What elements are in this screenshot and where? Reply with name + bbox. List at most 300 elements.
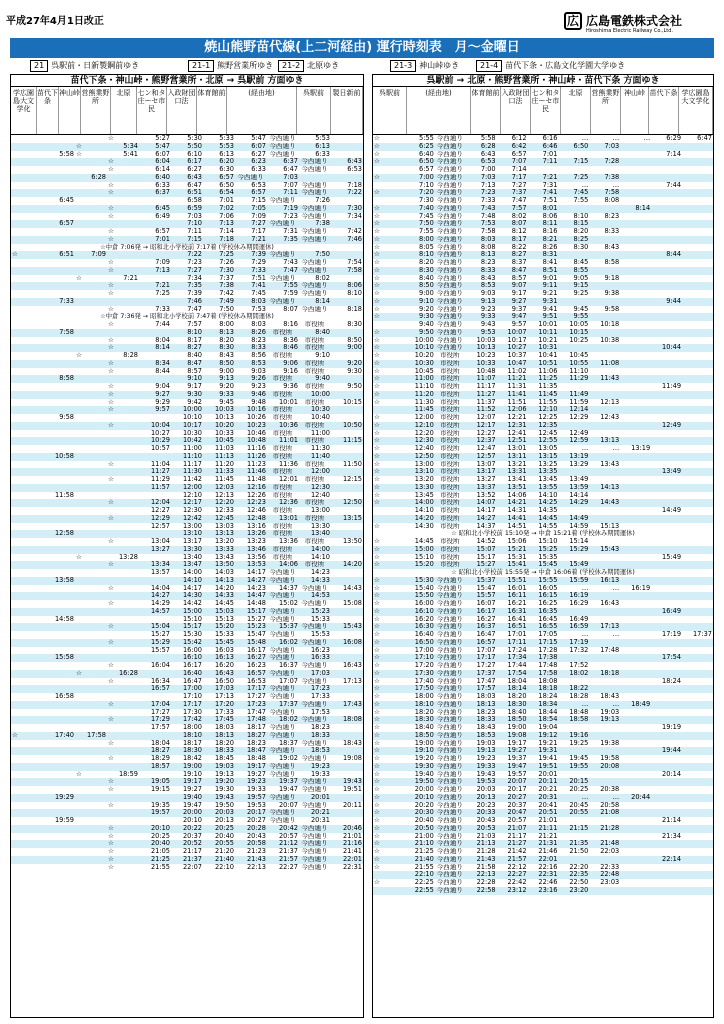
table-cell: 今西通り: [436, 150, 463, 158]
table-cell: [75, 499, 107, 507]
table-cell: [682, 383, 713, 391]
table-cell: 12:48: [246, 514, 266, 522]
table-row: [11, 352, 363, 360]
table-cell: 今西通り: [269, 770, 296, 778]
table-cell: 11:59: [569, 398, 589, 406]
table-row: [11, 724, 363, 732]
table-cell: 12:51: [507, 437, 527, 445]
table-cell: [651, 585, 682, 593]
table-cell: 16:17: [182, 662, 202, 669]
table-cell: 9:55: [573, 313, 589, 321]
table-cell: 17:33: [214, 708, 234, 716]
table-cell: 今西通り: [436, 181, 463, 189]
table-cell: 8:05: [419, 243, 434, 251]
table-cell: [620, 344, 651, 352]
table-cell: 10:05: [569, 321, 589, 328]
table-cell: 21:57: [507, 855, 527, 863]
table-cell: [11, 592, 43, 600]
table-cell: 13:16: [246, 522, 266, 530]
table-row: [373, 135, 713, 143]
table-row: [11, 445, 363, 453]
table-cell: [620, 685, 651, 693]
timetable-body: [11, 135, 363, 1017]
table-cell: 19:59: [54, 817, 74, 824]
table-cell: [43, 840, 75, 848]
table-cell: ☆: [108, 786, 114, 793]
table-cell: 21:03: [476, 832, 496, 840]
table-cell: 18:27: [246, 731, 266, 739]
table-cell: 13:10: [414, 468, 434, 476]
table-cell: ☆: [374, 817, 380, 824]
table-cell: [107, 523, 139, 531]
table-cell: [682, 755, 713, 763]
table-cell: ☆: [108, 848, 114, 855]
table-cell: [682, 848, 713, 856]
table-cell: [620, 484, 651, 492]
table-cell: 6:12: [511, 135, 527, 142]
table-cell: 7:17: [511, 173, 527, 181]
table-cell: [11, 585, 43, 593]
table-cell: 17:07: [476, 646, 496, 654]
table-row: [11, 422, 363, 430]
table-cell: [682, 306, 713, 314]
table-cell: 14:00: [182, 569, 202, 576]
table-cell: 今西通り: [269, 142, 296, 150]
table-cell: [651, 693, 682, 701]
table-cell: 5:53: [315, 135, 330, 142]
table-cell: 市役所: [439, 538, 460, 545]
table-cell: [620, 437, 651, 445]
table-cell: ☆: [374, 762, 380, 770]
table-cell: 15:43: [342, 623, 362, 631]
table-cell: [651, 414, 682, 422]
table-cell: 17:43: [342, 700, 362, 708]
table-cell: 市役所: [439, 390, 460, 398]
table-cell: ☆: [374, 274, 380, 282]
table-cell: [107, 220, 139, 228]
table-cell: 14:43: [600, 499, 620, 507]
table-cell: 18:30: [507, 700, 527, 708]
table-cell: 今西通り: [269, 592, 296, 600]
table-cell: [682, 554, 713, 562]
table-cell: [558, 344, 589, 352]
table-cell: [620, 740, 651, 748]
table-row: [373, 499, 713, 507]
table-cell: [11, 329, 43, 337]
table-cell: [682, 298, 713, 306]
table-cell: 19:53: [476, 778, 496, 786]
table-cell: [331, 298, 363, 306]
table-cell: [139, 577, 171, 585]
table-row: [11, 174, 363, 182]
table-row: [373, 197, 713, 205]
table-cell: 9:17: [187, 383, 202, 390]
table-cell: 15:57: [476, 592, 496, 600]
table-cell: [651, 220, 682, 228]
table-cell: 18:24: [662, 677, 682, 685]
table-cell: [682, 251, 713, 259]
table-row: [11, 453, 363, 461]
table-cell: 18:43: [600, 693, 620, 700]
table-cell: [11, 662, 43, 670]
table-cell: 7:15: [573, 158, 589, 166]
table-cell: 22:42: [507, 879, 527, 886]
table-cell: 今西通り: [436, 142, 463, 150]
table-cell: 10:29: [150, 437, 170, 445]
table-row: [373, 422, 713, 430]
table-cell: 15:10: [538, 538, 558, 545]
table-cell: 12:00: [310, 468, 330, 476]
table-cell: 7:47: [283, 266, 298, 274]
table-cell: 20:11: [342, 801, 362, 809]
table-cell: ☆: [374, 840, 380, 848]
table-cell: [651, 174, 682, 182]
table-cell: 7:06: [219, 212, 234, 220]
table-cell: 6:04: [155, 158, 170, 166]
company-logo-icon: 広: [564, 12, 582, 30]
table-cell: [620, 476, 651, 484]
table-cell: 15:30: [182, 631, 202, 638]
table-cell: 21:43: [476, 855, 496, 863]
table-row: [373, 375, 713, 383]
table-row: [11, 143, 363, 151]
table-cell: ☆: [108, 181, 114, 189]
table-cell: [682, 592, 713, 600]
table-cell: …: [612, 445, 620, 452]
table-cell: [331, 670, 363, 678]
table-cell: ☆: [76, 142, 82, 150]
table-cell: 今西通り: [436, 685, 463, 693]
table-cell: [651, 445, 682, 453]
table-cell: 13:17: [476, 468, 496, 476]
table-cell: 9:30: [187, 390, 202, 398]
table-row: [373, 468, 713, 476]
table-cell: 7:38: [315, 220, 330, 228]
table-cell: 19:38: [600, 739, 620, 747]
table-cell: 12:30: [310, 483, 330, 491]
table-cell: 15:13: [600, 522, 620, 530]
table-cell: 6:50: [573, 142, 589, 150]
table-cell: [107, 732, 139, 740]
table-cell: 今西通り: [436, 235, 463, 243]
table-cell: 7:10: [419, 181, 434, 189]
table-cell: ☆: [108, 158, 114, 166]
table-cell: 17:00: [182, 685, 202, 693]
table-cell: [589, 267, 620, 275]
table-cell: [651, 577, 682, 585]
table-cell: ☆: [374, 259, 380, 266]
table-cell: 17:13: [600, 623, 620, 631]
table-cell: [43, 267, 75, 275]
table-cell: 13:29: [569, 460, 589, 468]
table-cell: ☆: [374, 483, 380, 491]
table-cell: [620, 337, 651, 345]
table-cell: 9:03: [480, 290, 496, 297]
table-cell: 15:08: [342, 600, 362, 607]
table-cell: [139, 251, 171, 259]
table-cell: 23:16: [538, 886, 558, 894]
table-cell: [331, 608, 363, 616]
table-cell: 7:15: [251, 197, 266, 204]
table-cell: 14:37: [278, 584, 298, 592]
table-cell: [682, 879, 713, 887]
table-cell: 5:41: [123, 150, 138, 158]
table-cell: 今西通り: [436, 716, 463, 724]
table-cell: 10:45: [569, 352, 589, 359]
table-cell: 7:48: [480, 212, 496, 220]
table-cell: [651, 329, 682, 337]
table-cell: ☆: [374, 638, 380, 646]
table-cell: [75, 848, 107, 856]
table-cell: [11, 530, 43, 538]
table-cell: 9:10: [187, 375, 202, 383]
table-cell: [620, 538, 651, 546]
table-cell: [558, 771, 589, 779]
table-cell: 12:04: [150, 499, 170, 507]
table-cell: 12:50: [414, 452, 434, 460]
table-cell: 16:15: [538, 592, 558, 600]
table-cell: [682, 391, 713, 399]
table-cell: 今西通り: [237, 173, 264, 181]
table-cell: 17:30: [414, 669, 434, 677]
table-cell: 21:35: [569, 840, 589, 848]
table-cell: [651, 647, 682, 655]
table-cell: 8:47: [511, 266, 527, 274]
table-cell: 12:40: [310, 491, 330, 499]
table-cell: [107, 809, 139, 817]
table-row: [373, 561, 713, 569]
table-cell: [43, 205, 75, 213]
table-cell: [682, 538, 713, 546]
table-cell: 13:49: [662, 468, 682, 476]
table-cell: ☆: [374, 669, 380, 677]
table-cell: 18:17: [182, 739, 202, 747]
table-cell: [620, 197, 651, 205]
table-cell: [651, 732, 682, 740]
table-cell: 今西通り: [269, 631, 296, 638]
table-row: [11, 267, 363, 275]
table-cell: 7:27: [251, 220, 266, 228]
table-cell: 21:12: [278, 840, 298, 848]
table-cell: [139, 794, 171, 802]
table-cell: [651, 755, 682, 763]
table-cell: 8:33: [480, 266, 496, 274]
table-cell: [589, 856, 620, 864]
table-cell: 16:17: [246, 646, 266, 654]
table-cell: 6:43: [347, 158, 362, 166]
table-cell: 9:48: [251, 398, 266, 406]
table-cell: 17:47: [246, 708, 266, 716]
table-cell: 今西通り: [436, 879, 463, 886]
table-cell: 20:25: [214, 824, 234, 832]
table-cell: 今西通り: [301, 662, 328, 669]
table-cell: [11, 182, 43, 190]
table-cell: ☆: [374, 879, 380, 886]
table-cell: 8:13: [480, 251, 496, 259]
table-cell: 今西通り: [436, 197, 463, 204]
table-cell: 14:51: [507, 522, 527, 530]
table-cell: [331, 430, 363, 438]
column-header: 体育館前: [197, 87, 227, 134]
table-cell: 13:23: [246, 538, 266, 545]
table-cell: ☆: [108, 623, 114, 631]
table-cell: [75, 569, 107, 577]
table-cell: 20:30: [414, 809, 434, 817]
table-cell: 12:59: [569, 437, 589, 445]
table-cell: [620, 267, 651, 275]
table-cell: [682, 220, 713, 228]
table-cell: [43, 833, 75, 841]
table-cell: 8:15: [573, 220, 589, 228]
table-cell: [651, 802, 682, 810]
table-cell: 7:21: [251, 235, 266, 243]
table-cell: 19:41: [538, 755, 558, 762]
table-cell: 11:43: [600, 375, 620, 383]
table-cell: 13:07: [476, 460, 496, 468]
table-cell: 18:47: [246, 747, 266, 755]
table-cell: 16:59: [569, 623, 589, 631]
table-cell: [107, 174, 139, 182]
table-row: [373, 577, 713, 585]
table-cell: 16:31: [507, 607, 527, 615]
table-cell: [682, 654, 713, 662]
table-cell: 14:29: [569, 499, 589, 507]
table-cell: 9:42: [187, 398, 202, 406]
table-cell: [620, 848, 651, 856]
table-cell: 10:20: [214, 421, 234, 429]
table-cell: [651, 189, 682, 197]
table-cell: [589, 507, 620, 515]
table-cell: …: [581, 135, 589, 142]
table-cell: 19:19: [662, 724, 682, 731]
table-cell: 今西通り: [436, 607, 463, 615]
table-cell: [331, 453, 363, 461]
table-cell: [620, 747, 651, 755]
table-cell: 21:20: [214, 848, 234, 855]
table-cell: [620, 693, 651, 701]
table-cell: 21:43: [246, 855, 266, 863]
table-cell: 8:10: [419, 251, 434, 259]
table-cell: 16:49: [662, 607, 682, 615]
table-cell: 市役所: [439, 437, 460, 445]
table-cell: 市役所: [304, 561, 325, 569]
table-cell: [43, 631, 75, 639]
table-cell: 6:51: [187, 189, 202, 197]
table-cell: 18:58: [569, 716, 589, 724]
table-cell: 21:46: [538, 848, 558, 855]
table-cell: 6:29: [666, 135, 682, 142]
table-cell: 8:20: [219, 336, 234, 344]
table-cell: 21:17: [182, 848, 202, 855]
table-cell: [43, 716, 75, 724]
table-row: [373, 337, 713, 345]
table-cell: [75, 205, 107, 213]
table-row: [11, 461, 363, 469]
table-row: [11, 197, 363, 205]
table-cell: 今西通り: [301, 801, 328, 809]
table-cell: 20:10: [150, 824, 170, 832]
table-cell: 8:27: [511, 251, 527, 259]
table-cell: ☆: [374, 499, 380, 507]
table-cell: [682, 840, 713, 848]
table-cell: 11:45: [538, 390, 558, 398]
table-cell: 今西通り: [269, 220, 296, 228]
table-cell: 20:27: [246, 817, 266, 824]
table-cell: [620, 306, 651, 314]
table-cell: 16:50: [214, 677, 234, 685]
table-cell: 16:47: [182, 677, 202, 685]
table-cell: 21:42: [507, 848, 527, 855]
table-cell: 17:20: [414, 662, 434, 669]
table-cell: 市役所: [439, 429, 460, 437]
table-cell: 20:13: [476, 793, 496, 801]
table-cell: [75, 802, 107, 810]
table-cell: [75, 561, 107, 569]
table-cell: 7:37: [219, 274, 234, 282]
table-cell: [43, 724, 75, 732]
table-cell: ☆: [374, 460, 380, 468]
table-cell: [43, 352, 75, 360]
table-cell: 市役所: [439, 352, 460, 359]
table-row: [11, 468, 363, 476]
table-cell: [651, 523, 682, 531]
table-cell: ☆: [108, 189, 114, 197]
table-cell: 12:17: [476, 421, 496, 429]
table-cell: [43, 337, 75, 345]
table-cell: 13:27: [150, 545, 170, 553]
table-cell: ☆: [374, 731, 380, 739]
table-cell: 21:08: [600, 809, 620, 817]
table-cell: [558, 166, 589, 174]
table-cell: 今西通り: [301, 786, 328, 793]
table-cell: 10:01: [278, 398, 298, 406]
table-cell: [682, 771, 713, 779]
table-cell: 13:40: [182, 553, 202, 561]
table-cell: 6:47: [187, 181, 202, 189]
table-cell: [11, 197, 43, 205]
table-cell: 20:57: [278, 832, 298, 840]
table-cell: [331, 693, 363, 701]
table-cell: [558, 724, 589, 732]
table-cell: 市役所: [439, 468, 460, 476]
table-cell: [589, 151, 620, 159]
table-cell: [75, 406, 107, 414]
table-cell: [651, 600, 682, 608]
table-cell: [107, 763, 139, 771]
table-cell: 今西通り: [301, 290, 328, 297]
table-cell: [75, 290, 107, 298]
table-cell: 5:30: [187, 135, 202, 142]
table-cell: [651, 352, 682, 360]
table-cell: 8:20: [419, 259, 434, 266]
table-cell: …: [612, 631, 620, 638]
table-cell: 12:27: [476, 429, 496, 437]
table-cell: 8:10: [187, 328, 202, 336]
table-cell: [11, 616, 43, 624]
table-cell: 20:42: [278, 824, 298, 832]
table-cell: [682, 701, 713, 709]
table-cell: [139, 329, 171, 337]
table-cell: [331, 809, 363, 817]
table-cell: 17:33: [310, 693, 330, 700]
table-row: [11, 430, 363, 438]
table-row: [11, 290, 363, 298]
table-cell: 7:28: [604, 158, 620, 166]
table-cell: 今西通り: [436, 871, 463, 879]
table-cell: 市役所: [272, 406, 293, 414]
table-cell: 5:55: [419, 135, 434, 142]
table-cell: [11, 399, 43, 407]
